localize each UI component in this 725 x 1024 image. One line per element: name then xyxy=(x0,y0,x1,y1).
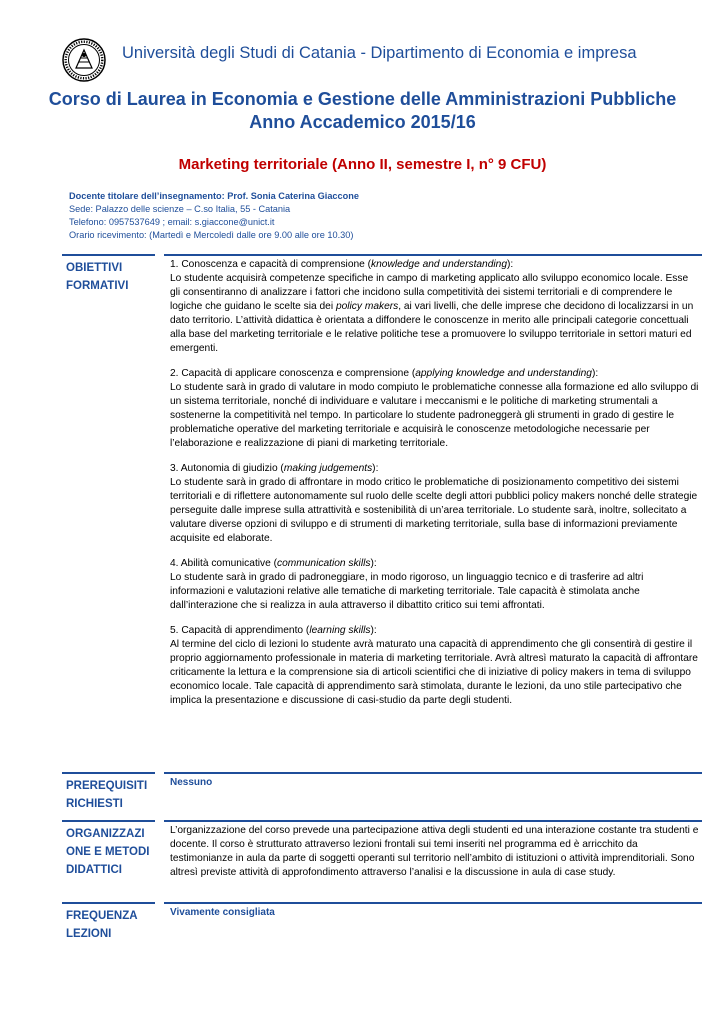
section-organizzazione xyxy=(62,820,702,900)
teacher-contacts: Telefono: 0957537649 ; email: s.giaccone@unict.it xyxy=(69,217,275,227)
section-content xyxy=(170,258,700,719)
section-label: ORGANIZZAZI ONE E METODI DIDATTICI xyxy=(66,828,150,876)
objective-2: 2. Capacità di applicare conoscenza e comprensione (applying knowledge and understanding): Lo studente sarà in grado di valutare in modo compiuto le problematiche connesse alla formazione ed allo sviluppo di un sistema territoriale, nonché di individuare e valutare i meccanismi e le politiche di marketing strumentali a sostenerne la competitività nel tempo. In particolare lo studente padroneggerà gli strumenti in grado di gestire le problematiche operative del marketing territoriale e acquisirà le conoscenze metodologiche necessarie per l’elaborazione e realizzazione di piani di marketing territoriale. xyxy=(170,368,699,449)
objective-3: 3. Autonomia di giudizio (making judgements): Lo studente sarà in grado di affrontare in modo critico le problematiche di posizionamento competitivo dei sistemi territoriali e di riflettere autonomamente sul ruolo delle scelte degli attori pubblici policy makers nonché delle strategie perseguite dalle imprese sulla attrattività e sostenibilità di un’area territoriale. Lo studente sarà, inoltre, sollecitato a valutare diverse opzioni di sviluppo e di strumenti di marketing territoriale, sulla base di informazioni previamente acquisite ed elaborate. xyxy=(170,463,698,544)
section-label: PREREQUISITI RICHIESTI xyxy=(66,780,148,810)
academic-year: Anno Accademico 2015/16 xyxy=(249,112,476,132)
section-frequenza xyxy=(62,902,702,948)
section-rule xyxy=(62,820,155,822)
university-name: Università degli Studi di Catania - Dipartimento di Economia e impresa xyxy=(122,44,637,62)
section-label: FREQUENZA LEZIONI xyxy=(66,910,138,940)
section-rule xyxy=(62,772,155,774)
section-rule xyxy=(62,902,155,904)
objective-4: 4. Abilità comunicative (communication skills): Lo studente sarà in grado di padroneggiare, in modo rigoroso, un linguaggio tecnico e di trasferire ad altri informazioni e valutazioni relative alle tematiche di marketing territoriale. Tale capacità è stimolata anche dall’interazione che si realizza in aula attraverso il dibattito critico sui temi affrontati. xyxy=(170,558,644,611)
section-label: OBIETTIVI FORMATIVI xyxy=(66,262,129,292)
office-hours: Orario ricevimento: (Martedì e Mercoledì dalle ore 9.00 alle ore 10.30) xyxy=(69,230,354,240)
section-rule xyxy=(164,254,702,256)
university-seal-icon xyxy=(62,38,106,82)
course-title: Corso di Laurea in Economia e Gestione delle Amministrazioni Pubbliche xyxy=(48,89,677,109)
teacher-info xyxy=(69,190,359,242)
header xyxy=(62,38,682,82)
teacher-location: Sede: Palazzo delle scienze – C.so Italia, 55 - Catania xyxy=(69,204,291,214)
objective-1: 1. Conoscenza e capacità di comprensione (knowledge and understanding): Lo studente acquisirà competenze specifiche in campo di marketing applicato allo sviluppo economico locale. Esse gli consentiranno di analizzare i fattori che incidono sulla competitività dei sistemi territoriali e di comprendere le logiche che guidano le scelte sia dei policy makers, ai vari livelli, che delle imprese che decidono di localizzarsi in un dato territorio. L’attività didattica è orientata a diffondere le conoscenze in merito alle principali categorie concettuali alla base del marketing territoriale e le relative politiche tese a promuovere lo sviluppo territoriale in settori maturi ed emergenti. xyxy=(170,259,694,354)
teacher-name: Docente titolare dell’insegnamento: Prof. Sonia Caterina Giaccone xyxy=(69,191,359,201)
section-rule xyxy=(164,772,702,774)
section-rule xyxy=(62,254,155,256)
section-content: L’organizzazione del corso prevede una partecipazione attiva degli studenti ed una interazione costante tra studenti e docente. Il corso è strutturato attraverso lezioni frontali sui temi inseriti nel programma ed è arricchito da testimonianze in aula da parte di soggetti operanti sul territorio nell’ambito di istituzioni o attività imprenditoriali. Sono altresì previste attività di approfondimento attraverso l’analisi e la discussione in aula di case study. xyxy=(170,825,699,878)
section-rule xyxy=(164,902,702,904)
course-subtitle: Marketing territoriale (Anno II, semestre I, n° 9 CFU) xyxy=(178,156,547,173)
section-content: Vivamente consigliata xyxy=(170,907,275,918)
section-rule xyxy=(164,820,702,822)
objective-5: 5. Capacità di apprendimento (learning skills): Al termine del ciclo di lezioni lo studente avrà maturato una capacità di apprendimento che gli consentirà di gestire il proprio aggiornamento professionale in materia di marketing territoriale. Avrà altresì maturato la capacità di affrontare criticamente la lettura e la comprensione sia di articoli scientifici che di iniziative di policy makers in tema di sviluppo economico locale. Tale capacità di apprendimento sarà stimolata, durante le lezioni, da uno stile partecipativo che implica la presentazione e discussione di casi-studio da parte degli studenti. xyxy=(170,625,698,706)
section-prerequisiti xyxy=(62,772,702,817)
section-content: Nessuno xyxy=(170,777,213,788)
section-obiettivi xyxy=(62,254,702,774)
page-title xyxy=(0,88,725,134)
